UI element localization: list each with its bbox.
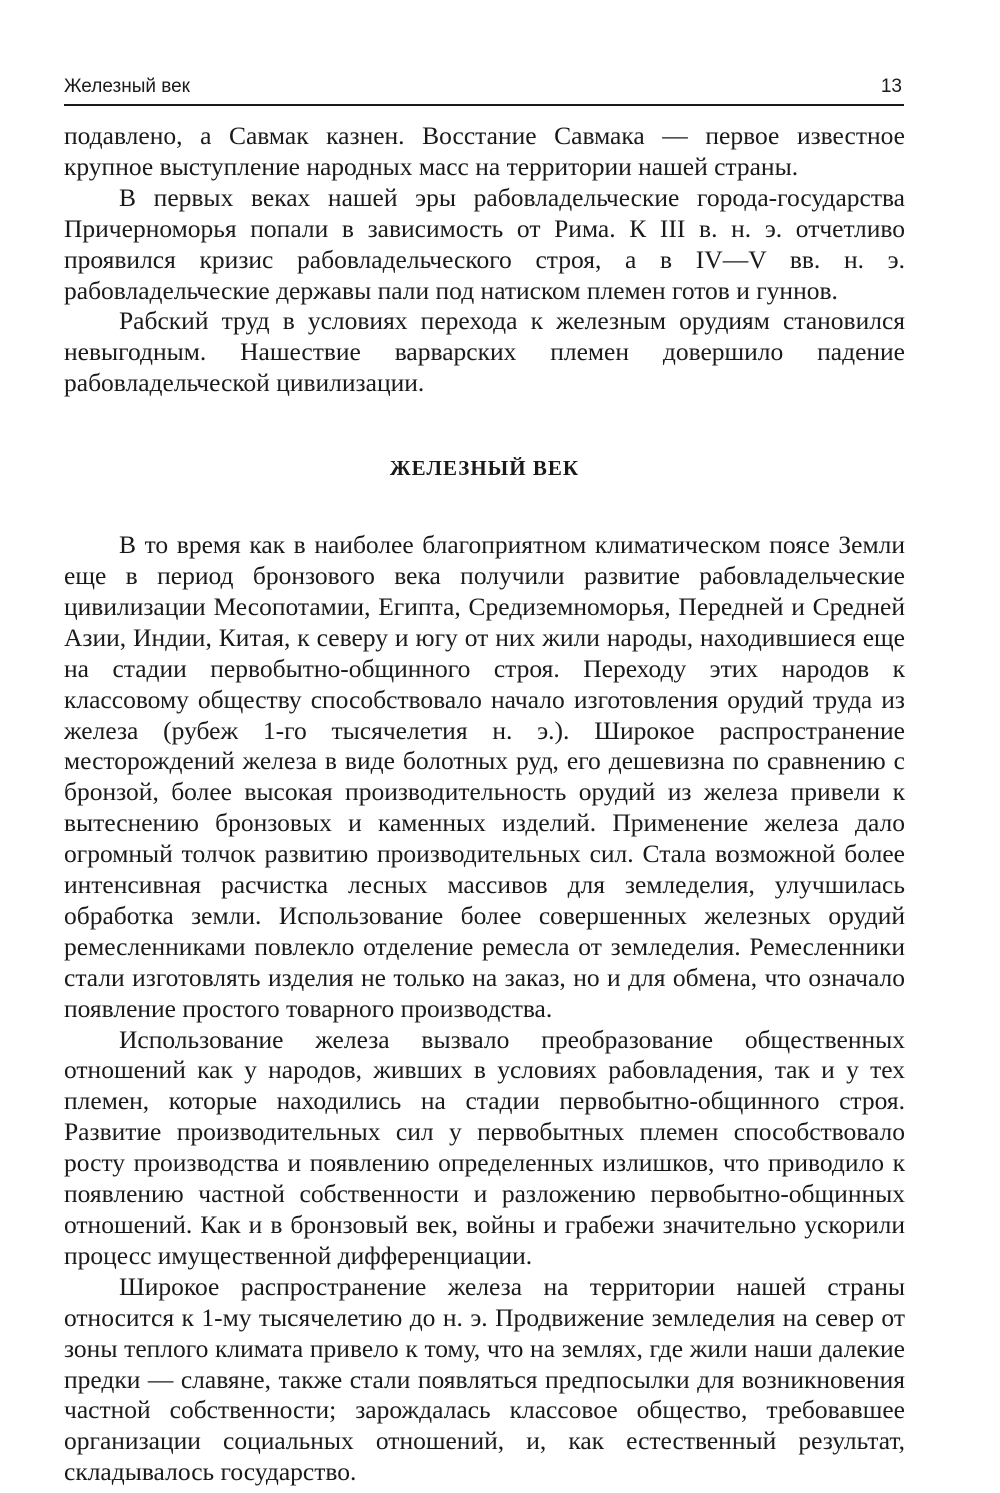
page-number: 13 (880, 76, 902, 97)
paragraph: Рабский труд в условиях перехода к железным орудиям становился невыгодным. Нашествие варварских племен довершило падение рабовладельческой цивилизации. (64, 306, 905, 398)
running-title: Железный век (64, 76, 190, 97)
paragraph: В то время как в наиболее благоприятном климатическом поясе Земли еще в период бронзового века получили развитие рабовладельческие цивилизации Месопотамии, Египта, Средиземноморья, Передней и Средней Азии, Индии, Китая, к северу и югу от них жили народы, находившиеся еще на стадии первобытно-общинного строя. Переходу этих народов к классовому обществу способствовало начало изготовления орудий труда из железа (рубеж 1-го тысячелетия н. э.). Широкое распространение месторождений железа в виде болотных руд, его дешевизна по сравнению с бронзой, более высокая производительность орудий из железа привели к вытеснению бронзовых и каменных изделий. Применение железа дало огромный толчок развитию производительных сил. Стала возможной более интенсивная расчистка лесных массивов для земледелия, улучшилась обработка земли. Использование более совершенных железных орудий ремесленниками повлекло отделение ремесла от земледелия. Ремесленники стали изготовлять изделия не только на заказ, но и для обмена, что означало появление простого товарного производства. (64, 530, 905, 1023)
paragraph-continued: подавлено, а Савмак казнен. Восстание Савмака — первое известное крупное выступление народных масс на территории нашей страны. (64, 121, 905, 181)
running-header (64, 72, 904, 106)
paragraph: Использование железа вызвало преобразование общественных отношений как у народов, живших в условиях рабовладения, так и у тех племен, которые находились на стадии первобытно-общинного строя. Развитие производительных сил у первобытных племен способствовало росту производства и появлению определенных излишков, что приводило к появлению частной собственности и разложению первобытно-общинных отношений. Как и в бронзовый век, войны и грабежи значительно ускорили процесс имущественной дифференциации. (64, 1024, 905, 1270)
paragraph: В первых веках нашей эры рабовладельческие города-государства Причерноморья попали в зависимость от Рима. К III в. н. э. отчетливо проявился кризис рабовладельческого строя, а в IV—V вв. н. э. рабовладельческие державы пали под натиском племен готов и гуннов. (64, 182, 905, 305)
paragraph: Широкое распространение железа на территории нашей страны относится к 1-му тысячелетию до н. э. Продвижение земледелия на север от зоны теплого климата привело к тому, что на землях, где жили наши далекие предки — славяне, также стали появляться предпосылки для возникновения частной собственности; зарождалась классовое общество, требовавшее организации социальных отношений, и, как естественный результат, складывалось государство. (64, 1271, 905, 1487)
body-text (64, 121, 905, 1488)
section-heading: ЖЕЛЕЗНЫЙ ВЕК (389, 456, 580, 481)
